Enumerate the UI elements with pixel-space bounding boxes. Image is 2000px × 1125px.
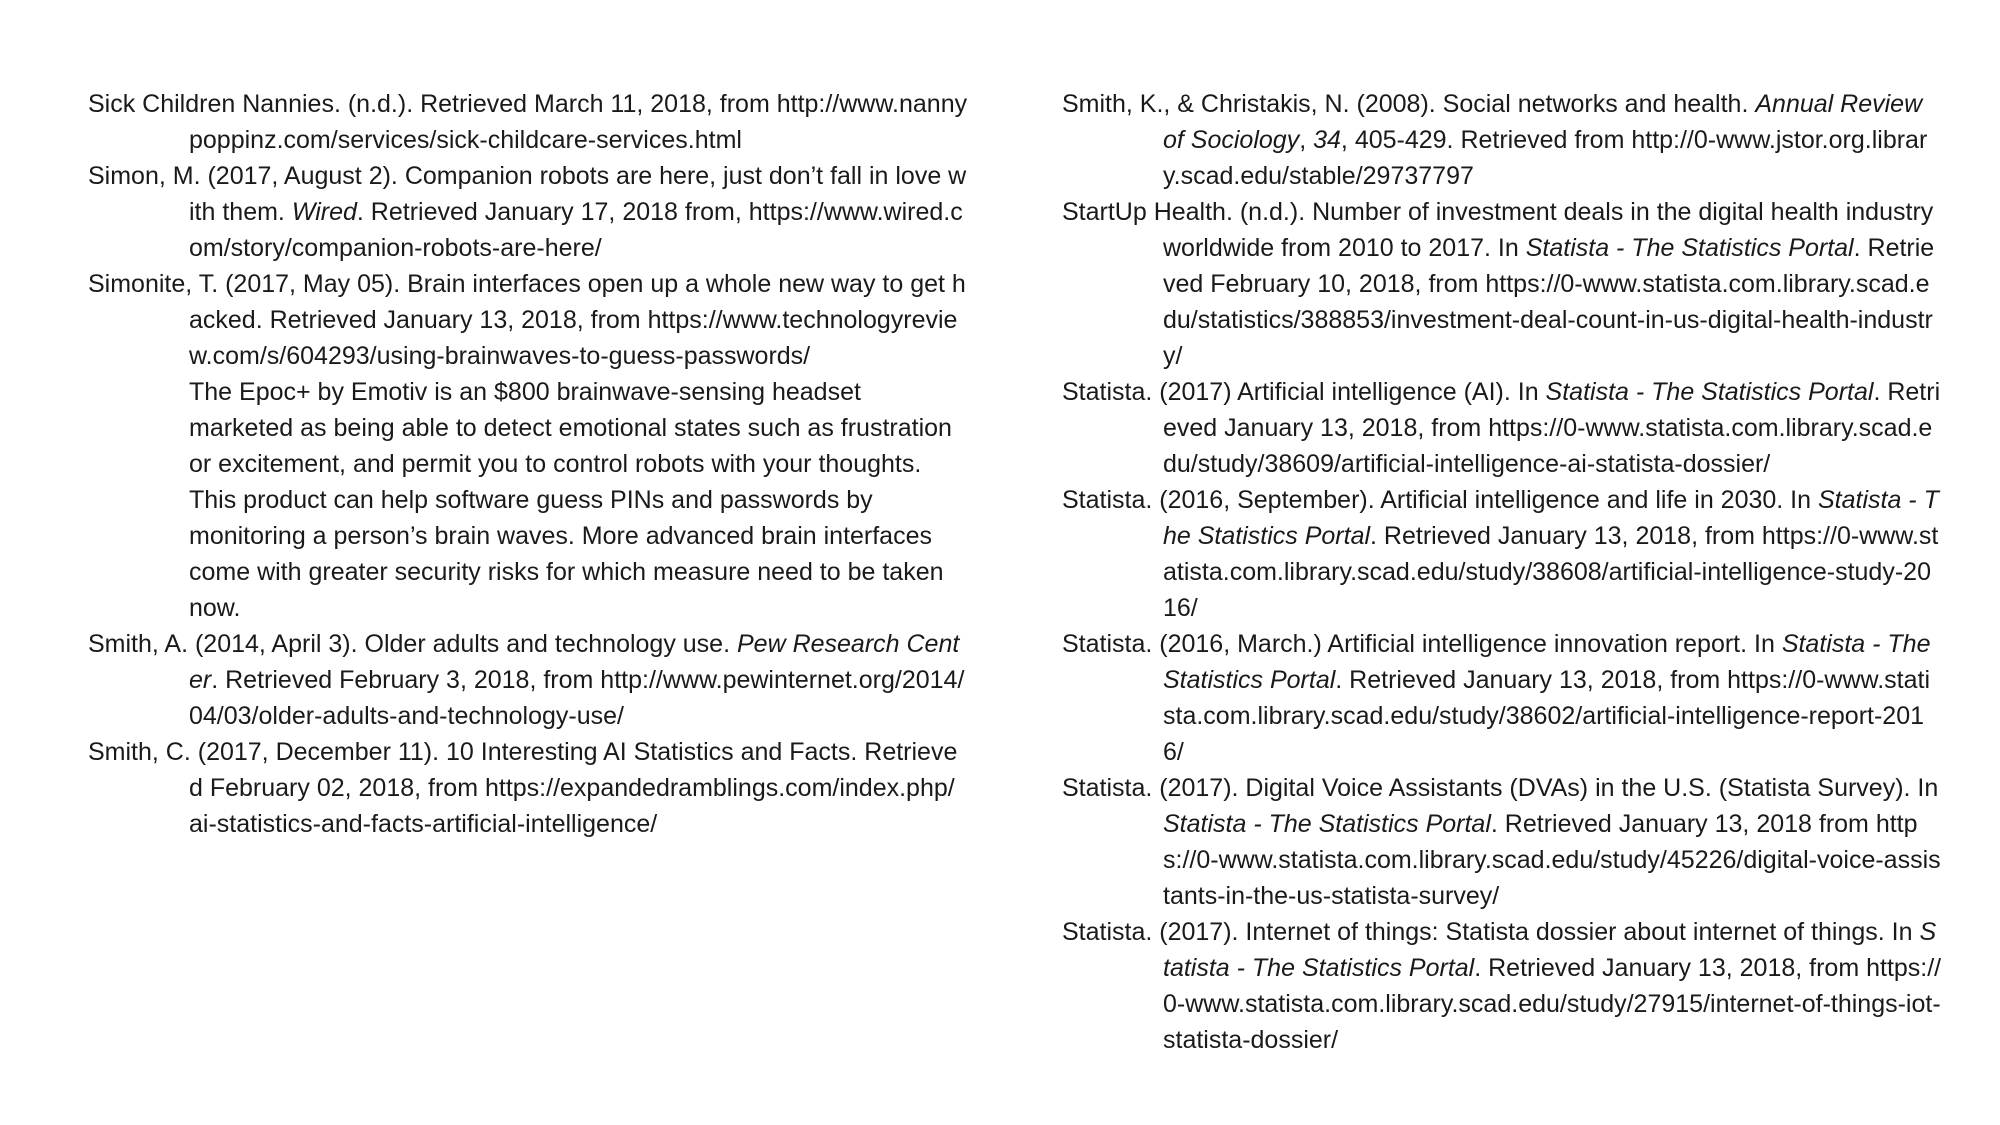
reference-text: Statista. (2016, March.) Artificial intelligence innovation report. In: [1062, 630, 1782, 658]
right-reference-column: [1062, 86, 1942, 1058]
reference-entry: [88, 86, 968, 158]
reference-italic-text: Statista - The Statistics Portal: [1525, 234, 1854, 262]
reference-italic-text: Annual Review of Sociology: [1163, 90, 1923, 154]
reference-text: Simonite, T. (2017, May 05). Brain interfaces open up a whole new way to get hacked. Retrieved January 13, 2018, from https://www.technologyreview.com/s/604293/using-brainwaves-to-guess-passwords/: [88, 270, 966, 370]
reference-entry: [1062, 86, 1942, 194]
reference-text: Smith, A. (2014, April 3). Older adults and technology use.: [88, 630, 737, 658]
reference-text: Simon, M. (2017, August 2). Companion robots are here, just don’t fall in love with them.: [88, 162, 967, 226]
reference-text: . Retrieved February 3, 2018, from http://www.pewinternet.org/2014/04/03/older-adults-and-technology-use/: [189, 666, 965, 730]
reference-text: . Retrieved January 13, 2018 from https://0-www.statista.com.library.scad.edu/study/45226/digital-voice-assistants-in-the-us-statista-survey/: [1163, 810, 1941, 910]
reference-text: ,: [1299, 126, 1314, 154]
reference-entry: [88, 266, 968, 374]
reference-entry: [1062, 626, 1942, 770]
reference-text: Sick Children Nannies. (n.d.). Retrieved March 11, 2018, from http://www.nannypoppinz.com/services/sick-childcare-services.html: [88, 90, 968, 154]
reference-italic-text: Wired: [291, 198, 357, 226]
reference-text: StartUp Health. (n.d.). Number of investment deals in the digital health industry worldwide from 2010 to 2017. In: [1062, 198, 1934, 262]
left-reference-column: [88, 86, 968, 842]
reference-entry: [1062, 482, 1942, 626]
reference-text: . Retrieved January 13, 2018, from https://0-www.statista.com.library.scad.edu/study/38602/artificial-intelligence-report-2016/: [1163, 666, 1930, 766]
reference-italic-text: Pew Research Center: [189, 630, 960, 694]
reference-text: Smith, K., & Christakis, N. (2008). Social networks and health.: [1062, 90, 1756, 118]
reference-text: Statista. (2017). Internet of things: Statista dossier about internet of things. In: [1062, 918, 1920, 946]
reference-text: Statista. (2017) Artificial intelligence (AI). In: [1062, 378, 1546, 406]
reference-text: Smith, C. (2017, December 11). 10 Interesting AI Statistics and Facts. Retrieved February 02, 2018, from https://expandedramblings.com/index.php/ai-statistics-and-facts-artificial-intelligence/: [88, 738, 958, 838]
reference-text: , 405-429. Retrieved from http://0-www.jstor.org.library.scad.edu/stable/29737797: [1163, 126, 1928, 190]
reference-text: . Retrieved January 13, 2018, from https://0-www.statista.com.library.scad.edu/study/38608/artificial-intelligence-study-2016/: [1163, 522, 1939, 622]
reference-italic-text: 34: [1313, 126, 1341, 154]
reference-annotation: The Epoc+ by Emotiv is an $800 brainwave-sensing headset marketed as being able to detect emotional states such as frustration or excitement, and permit you to control robots with your thoughts. This product can help software guess PINs and passwords by monitoring a person’s brain waves. More advanced brain interfaces come with greater security risks for which measure need to be taken now.: [189, 378, 952, 622]
reference-entry: [1062, 194, 1942, 374]
reference-text: . Retrieved January 17, 2018 from, https://www.wired.com/story/companion-robots-are-here/: [189, 198, 963, 262]
reference-entry: [1062, 770, 1942, 914]
reference-italic-text: Statista - The Statistics Portal: [1545, 378, 1874, 406]
reference-text: . Retrieved February 10, 2018, from https://0-www.statista.com.library.scad.edu/statistics/388853/investment-deal-count-in-us-digital-health-industry/: [1163, 234, 1935, 370]
reference-entry: [88, 158, 968, 266]
reference-italic-text: Statista - The Statistics Portal: [1163, 918, 1937, 982]
reference-entry: [1062, 374, 1942, 482]
reference-entry: [88, 626, 968, 734]
reference-entry: [1062, 914, 1942, 1058]
reference-text: Statista. (2016, September). Artificial intelligence and life in 2030. In: [1062, 486, 1818, 514]
reference-entry: [88, 734, 968, 842]
reference-italic-text: Statista - The Statistics Portal: [1163, 486, 1939, 550]
reference-text: . Retrieved January 13, 2018, from https://0-www.statista.com.library.scad.edu/study/27915/internet-of-things-iot-statista-dossier/: [1163, 954, 1942, 1054]
reference-italic-text: Statista - The Statistics Portal: [1163, 810, 1491, 838]
reference-italic-text: Statista - The Statistics Portal: [1163, 630, 1931, 694]
reference-text: Statista. (2017). Digital Voice Assistants (DVAs) in the U.S. (Statista Survey). In: [1062, 774, 1939, 802]
reference-text: . Retrieved January 13, 2018, from https://0-www.statista.com.library.scad.edu/study/38609/artificial-intelligence-ai-statista-dossier/: [1163, 378, 1941, 478]
